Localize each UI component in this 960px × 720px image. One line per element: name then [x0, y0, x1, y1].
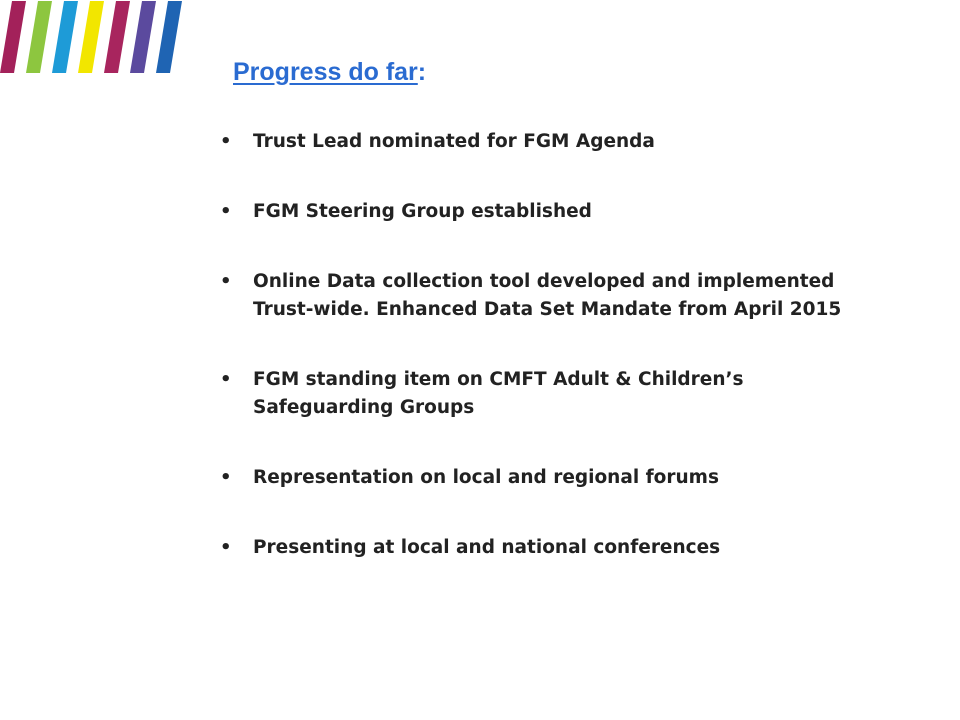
stripes-logo	[0, 0, 190, 78]
slide-title	[233, 58, 426, 87]
bullet-dot: •	[220, 271, 232, 292]
bullet-text: FGM standing item on CMFT Adult & Children’s Safeguarding Groups	[253, 369, 744, 418]
bullet-dot: •	[220, 537, 232, 558]
logo-stripe-4	[78, 1, 104, 73]
bullet-text: FGM Steering Group established	[253, 201, 592, 222]
logo-stripe-7	[156, 1, 182, 73]
bullet-text: Representation on local and regional forums	[253, 467, 719, 488]
bullet-item	[220, 128, 880, 156]
bullet-dot: •	[220, 201, 232, 222]
bullet-item	[220, 534, 880, 562]
slide-title-colon: :	[417, 58, 427, 86]
logo-stripe-5	[104, 1, 130, 73]
bullet-dot: •	[220, 131, 232, 152]
bullet-item	[220, 198, 880, 226]
bullet-text: Online Data collection tool developed and implemented Trust-wide. Enhanced Data Set Mandate from April 2015	[253, 271, 842, 320]
bullet-item	[220, 464, 880, 492]
logo-stripe-6	[130, 1, 156, 73]
logo-stripe-3	[52, 1, 78, 73]
bullet-text: Presenting at local and national conferences	[253, 537, 721, 558]
bullet-item	[220, 366, 880, 422]
slide-title-text: Progress do far	[233, 58, 418, 86]
bullet-dot: •	[220, 369, 232, 390]
bullet-item	[220, 268, 880, 324]
logo-stripe-2	[26, 1, 52, 73]
bullet-list	[220, 128, 880, 604]
bullet-text: Trust Lead nominated for FGM Agenda	[253, 131, 655, 152]
bullet-dot: •	[220, 467, 232, 488]
logo-stripe-1	[0, 1, 26, 73]
